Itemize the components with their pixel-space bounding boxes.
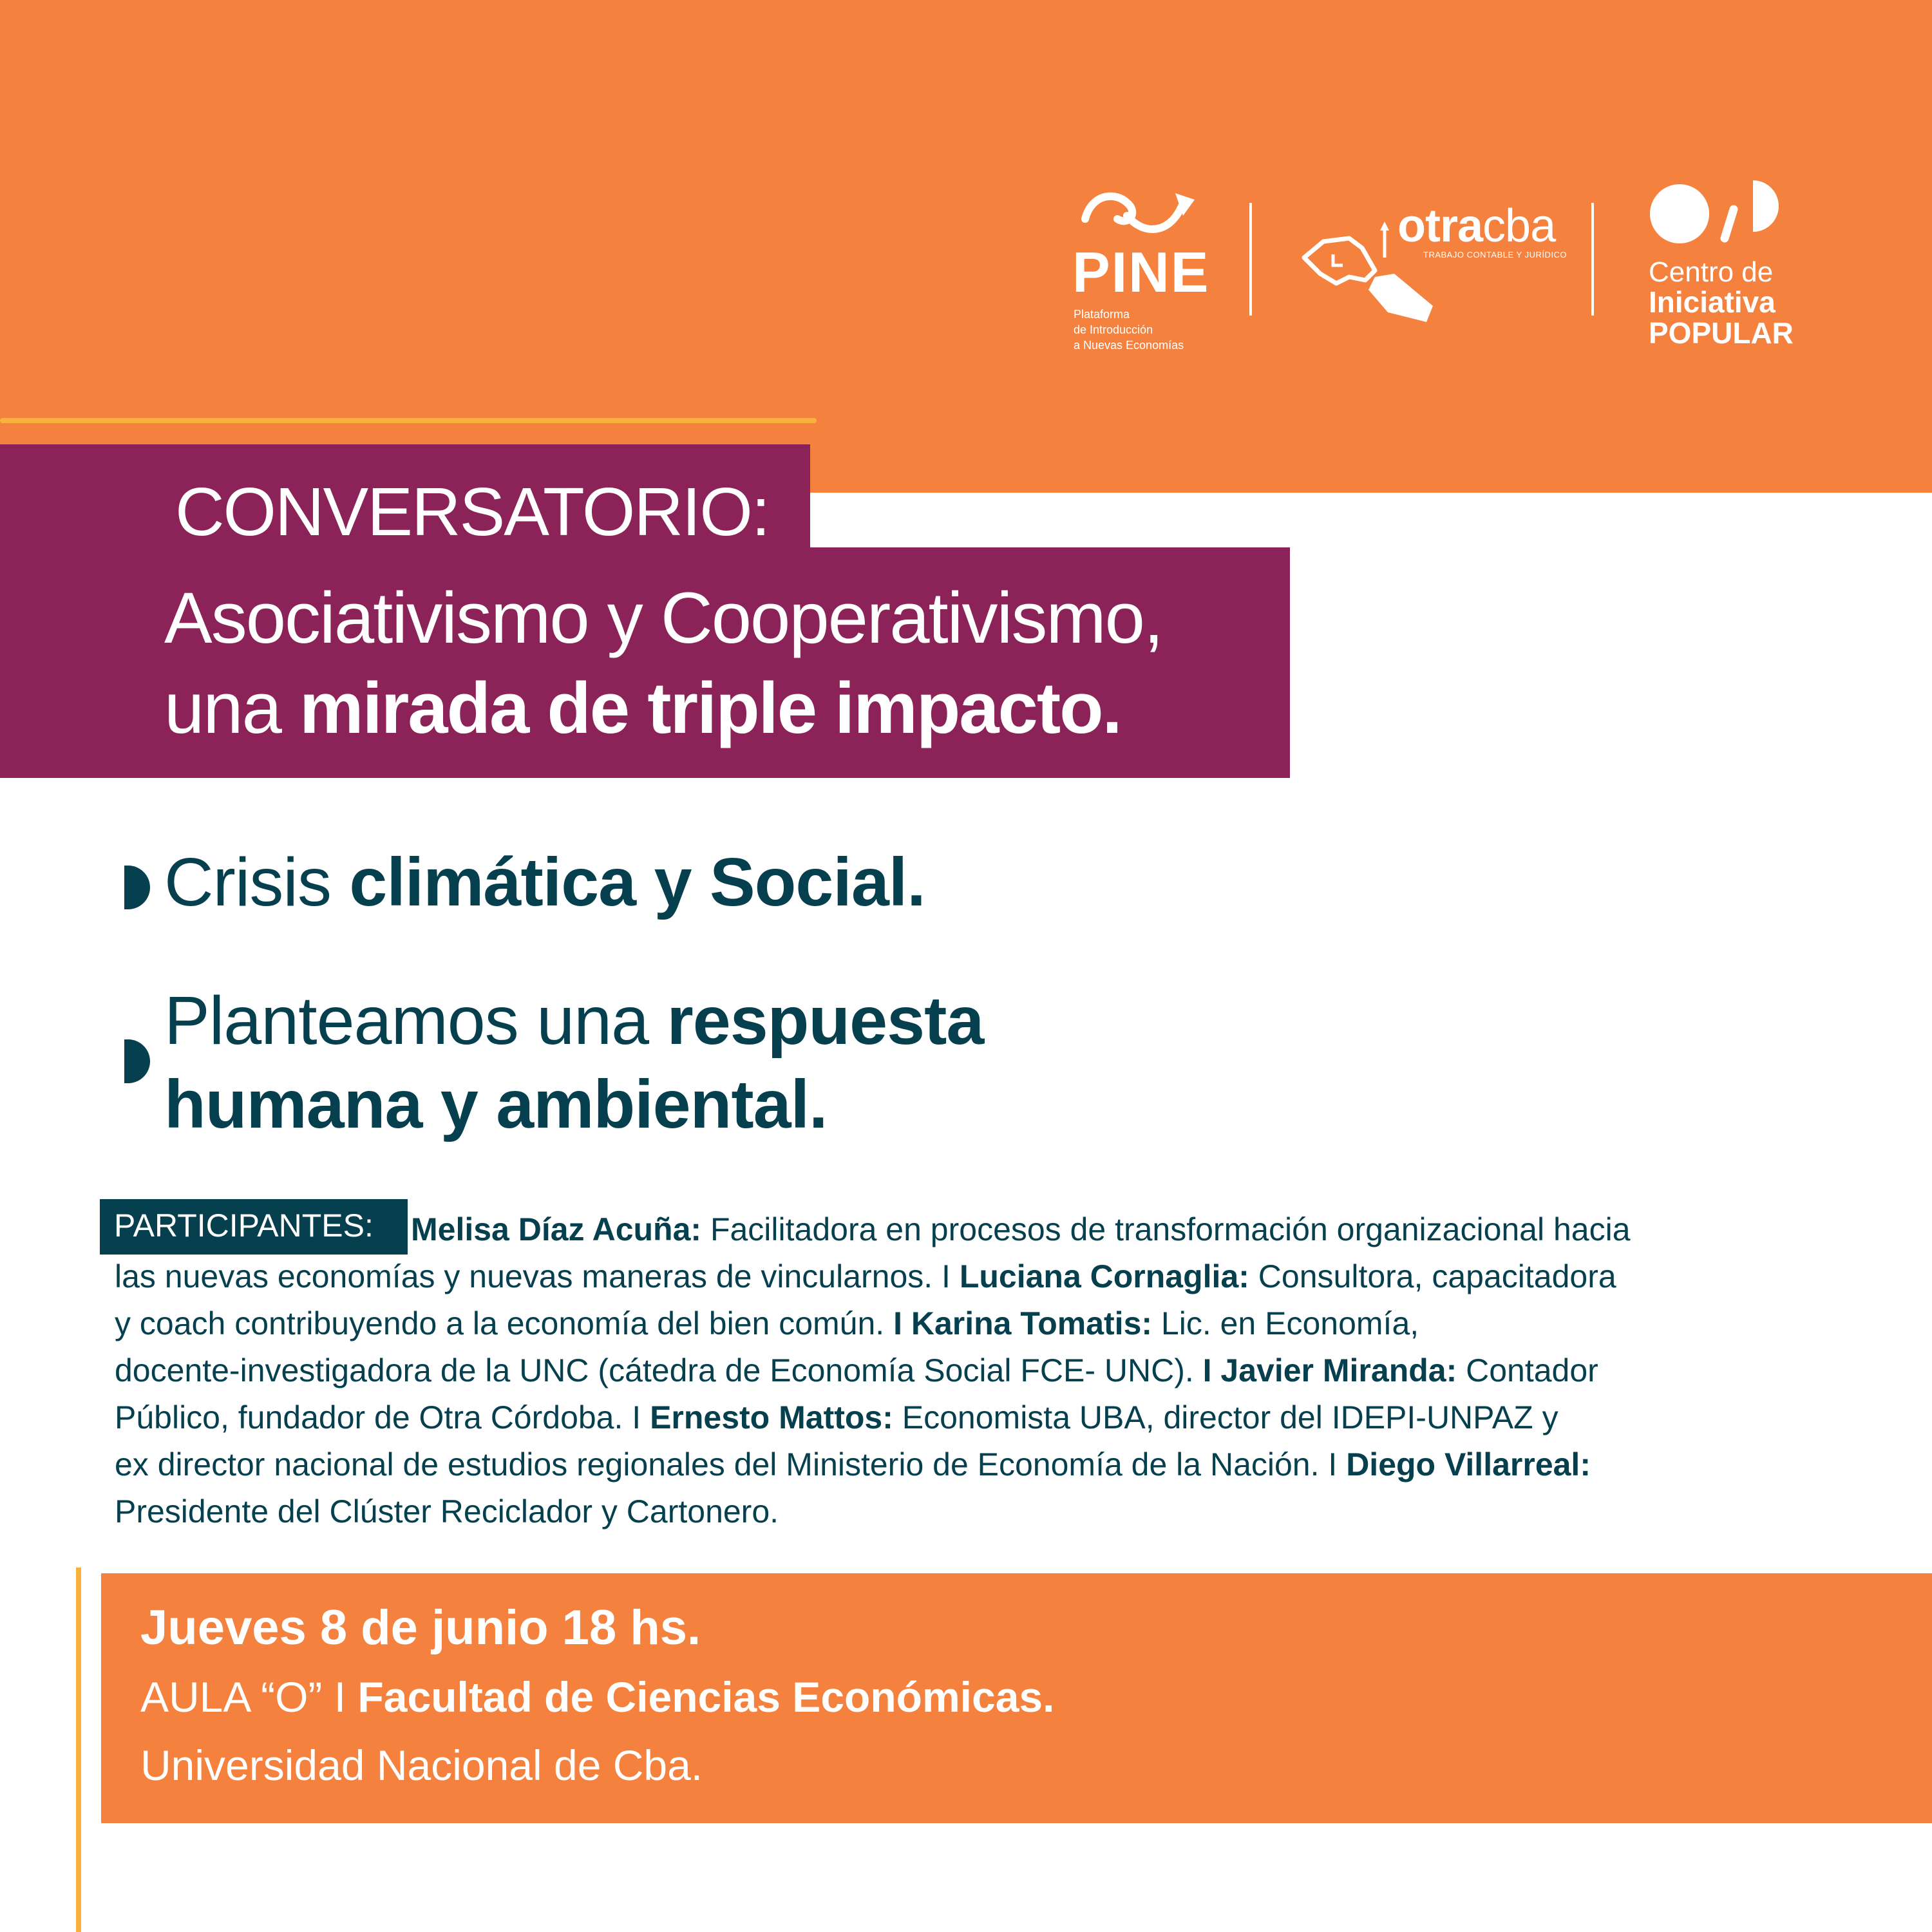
event-type-label: CONVERSATORIO: [175, 474, 770, 550]
participant-description: las nuevas economías y nuevas maneras de vincularnos. I [115, 1258, 960, 1294]
cip-line: Iniciativa [1649, 285, 1776, 319]
bullet-item-continued [164, 1063, 828, 1146]
pine-subtitle [1074, 307, 1228, 353]
pine-subtitle-line: de Introducción [1074, 323, 1153, 336]
logo-divider [1249, 203, 1252, 316]
participant-description: y coach contribuyendo a la economía del bien común. [115, 1305, 894, 1341]
bullet-item [164, 979, 983, 1063]
otracba-wordmark [1397, 200, 1555, 252]
cip-line: POPULAR [1649, 316, 1794, 350]
otracba-name-regular: cba [1482, 200, 1556, 252]
participant-name: I Karina Tomatis: [893, 1305, 1153, 1341]
otracba-name-bold: otra [1397, 200, 1483, 252]
half-circle-bullet-icon [124, 1039, 150, 1083]
logo-divider [1591, 203, 1594, 316]
cip-logo [1642, 174, 1835, 348]
participant-description: docente-investigadora de la UNC (cátedra de Economía Social FCE- UNC). [115, 1352, 1203, 1388]
participants-tag: PARTICIPANTES: [114, 1208, 374, 1244]
accent-line [0, 418, 817, 423]
participants-line [115, 1394, 1558, 1441]
participant-description: Consultora, capacitadora [1249, 1258, 1616, 1294]
pine-wordmark: PINE [1072, 240, 1210, 304]
participant-description: Lic. en Economía, [1152, 1305, 1419, 1341]
pine-arrows-icon [1072, 180, 1201, 245]
venue-room: AULA “O” I [140, 1673, 358, 1721]
participant-description: Presidente del Clúster Reciclador y Cartonero. [115, 1493, 779, 1530]
title-regular: una [164, 668, 299, 748]
venue-faculty: Facultad de Ciencias Económicas. [357, 1673, 1055, 1721]
event-title-line [164, 667, 1121, 750]
participant-name: I Javier Miranda: [1202, 1352, 1457, 1388]
participants-line [115, 1488, 779, 1535]
participant-description: Economista UBA, director del IDEPI-UNPAZ y [893, 1399, 1558, 1435]
participants-line [115, 1441, 1591, 1488]
title-bold: mirada de triple impacto. [299, 668, 1121, 748]
bullet-bold: respuesta [667, 983, 984, 1059]
event-venue [140, 1672, 1054, 1721]
pine-logo [1066, 180, 1220, 352]
event-title-line: Asociativismo y Cooperativismo, [164, 578, 1163, 658]
otracba-subtitle: TRABAJO CONTABLE Y JURÍDICO [1423, 250, 1567, 260]
participants-line [411, 1206, 1631, 1253]
event-date: Jueves 8 de junio 18 hs. [140, 1600, 701, 1655]
pine-subtitle-line: a Nuevas Economías [1074, 339, 1184, 352]
accent-line [76, 1567, 81, 1932]
participant-name: Ernesto Mattos: [650, 1399, 893, 1435]
bullet-regular: Crisis [164, 844, 350, 920]
participants-line [115, 1347, 1598, 1394]
participant-name: Luciana Cornaglia: [959, 1258, 1249, 1294]
half-circle-bullet-icon [124, 866, 150, 909]
cip-symbol-icon [1642, 174, 1797, 245]
cip-line: Centro de [1649, 256, 1774, 288]
participant-description: ex director nacional de estudios regionales del Ministerio de Economía de la Nación. I [115, 1446, 1347, 1482]
participant-description: Contador [1457, 1352, 1598, 1388]
otracba-logo [1294, 193, 1565, 328]
bullet-item [164, 840, 925, 924]
participant-name: Melisa Díaz Acuña: [411, 1211, 702, 1247]
participants-line [115, 1300, 1419, 1347]
bullet-regular: Planteamos una [164, 983, 667, 1059]
bullet-bold: climática y Social. [349, 844, 925, 920]
pine-subtitle-line: Plataforma [1074, 308, 1130, 321]
bullet-bold: humana y ambiental. [164, 1066, 828, 1142]
participant-description: Facilitadora en procesos de transformación organizacional hacia [701, 1211, 1631, 1247]
participant-description: Público, fundador de Otra Córdoba. I [115, 1399, 650, 1435]
participants-line [115, 1253, 1616, 1300]
event-university: Universidad Nacional de Cba. [140, 1741, 703, 1789]
participant-name: Diego Villarreal: [1346, 1446, 1591, 1482]
